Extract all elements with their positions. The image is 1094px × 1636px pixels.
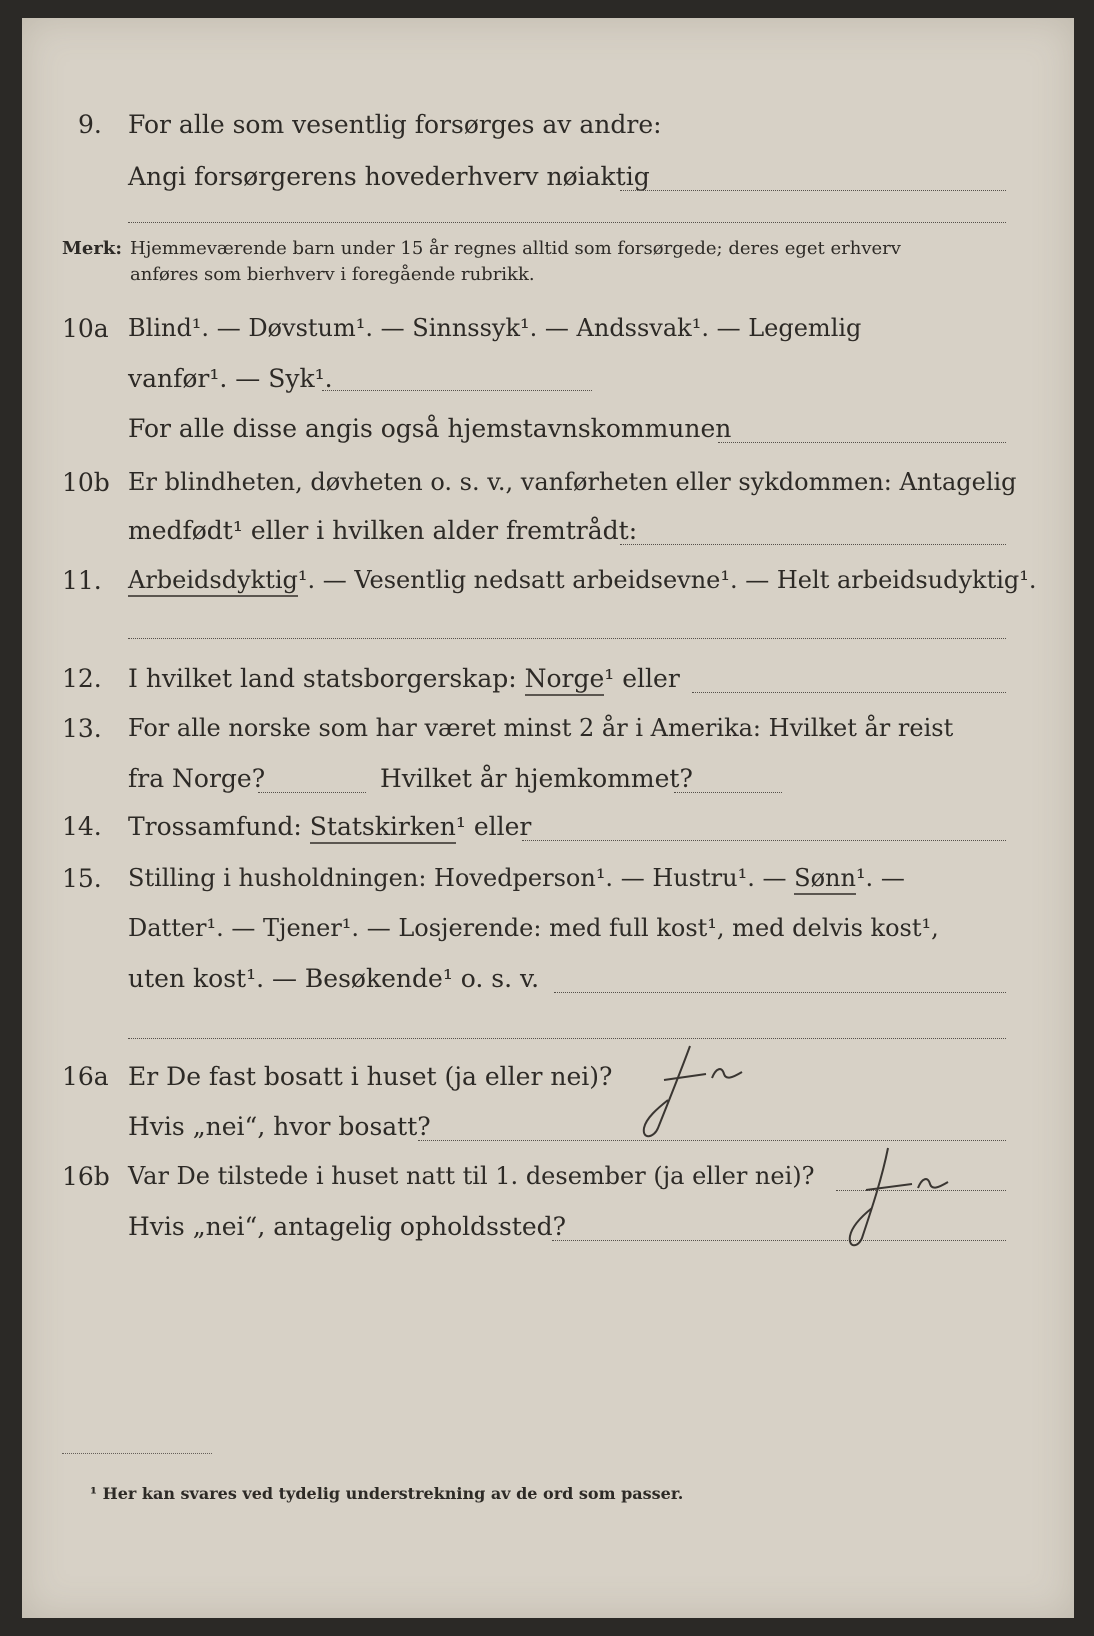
merk-line2: anføres som bierhverv i foregående rubrikk.	[130, 264, 535, 285]
q14-selected-option[interactable]: Statskirken	[310, 812, 456, 844]
q15-selected-option[interactable]: Sønn	[794, 864, 856, 895]
q14-after: ¹ eller	[455, 812, 532, 841]
q10a-number: 10a	[62, 314, 109, 343]
q14-line	[128, 812, 531, 841]
q11-line	[128, 566, 1037, 594]
q10a-line2: vanfør¹. — Syk¹.	[128, 364, 333, 393]
q16a-line2: Hvis „nei“, hvor bosatt?	[128, 1112, 431, 1141]
footnote	[90, 1484, 683, 1503]
q11-rest: ¹. — Vesentlig nedsatt arbeidsevne¹. — Helt arbeidsudyktig¹.	[297, 566, 1037, 594]
q12-line	[128, 664, 680, 693]
q15-answer-line-2[interactable]	[128, 1038, 1006, 1039]
merk-note	[130, 236, 901, 288]
q11-answer-line[interactable]	[128, 638, 1006, 639]
q13-line1: For alle norske som har været minst 2 år i Amerika: Hvilket år reist	[128, 714, 954, 742]
q10a-sick-answer-line[interactable]	[322, 390, 592, 391]
q10b-answer-line[interactable]	[620, 544, 1006, 545]
q9-line1: For alle som vesentlig forsørges av andre:	[128, 110, 662, 139]
q10b-line2: medfødt¹ eller i hvilken alder fremtrådt:	[128, 516, 638, 545]
q12-selected-option[interactable]: Norge	[525, 664, 605, 696]
q15-line3: uten kost¹. — Besøkende¹ o. s. v.	[128, 964, 540, 993]
q16b-line2: Hvis „nei“, antagelig opholdssted?	[128, 1212, 567, 1241]
footnote-mark: ¹	[90, 1484, 98, 1503]
q11-number: 11.	[62, 566, 102, 595]
q10b-number: 10b	[62, 468, 110, 497]
q15-line1a: Stilling i husholdningen: Hovedperson¹. — Hustru¹. —	[128, 864, 787, 892]
q16a-line1: Er De fast bosatt i huset (ja eller nei)?	[128, 1062, 613, 1091]
q15-line1b: ¹. —	[855, 864, 905, 892]
q12-answer-line[interactable]	[692, 692, 1006, 693]
q13-number: 13.	[62, 714, 102, 743]
q9-line2: Angi forsørgerens hovederhverv nøiaktig	[128, 162, 650, 191]
q9-answer-line-2[interactable]	[128, 222, 1006, 223]
q10a-line3: For alle disse angis også hjemstavnskommunen	[128, 414, 732, 443]
q15-number: 15.	[62, 864, 102, 893]
q14-answer-line[interactable]	[522, 840, 1006, 841]
q10a-home-municipality-line[interactable]	[718, 442, 1006, 443]
q12-number: 12.	[62, 664, 102, 693]
q15-answer-line[interactable]	[554, 992, 1006, 993]
q15-line2: Datter¹. — Tjener¹. — Losjerende: med full kost¹, med delvis kost¹,	[128, 914, 939, 942]
q9-number: 9.	[78, 110, 102, 139]
q14-before: Trossamfund:	[128, 812, 302, 841]
q16a-handwritten-answer	[612, 1038, 762, 1148]
q11-selected-option[interactable]: Arbeidsdyktig	[128, 566, 298, 597]
q10a-line1: Blind¹. — Døvstum¹. — Sinnssyk¹. — Andssvak¹. — Legemlig	[128, 314, 862, 342]
q12-after: ¹ eller	[604, 664, 680, 693]
q9-answer-line[interactable]	[620, 190, 1006, 191]
footnote-text: Her kan svares ved tydelig understrekning av de ord som passer.	[102, 1484, 684, 1503]
q13-line2b: Hvilket år hjemkommet?	[380, 764, 693, 793]
q13-line2a: fra Norge?	[128, 764, 266, 793]
q16b-handwritten-answer	[822, 1138, 972, 1258]
q16b-number: 16b	[62, 1162, 110, 1191]
merk-line1: Hjemmeværende barn under 15 år regnes alltid som forsørgede; deres eget erhverv	[130, 238, 901, 259]
footnote-rule	[62, 1453, 212, 1454]
merk-label: Merk:	[62, 238, 122, 259]
q12-before: I hvilket land statsborgerskap:	[128, 664, 517, 693]
q13-year-returned-line[interactable]	[674, 792, 782, 793]
q16a-number: 16a	[62, 1062, 109, 1091]
q16b-line1: Var De tilstede i huset natt til 1. desember (ja eller nei)?	[128, 1162, 815, 1190]
q15-line1	[128, 864, 905, 892]
q14-number: 14.	[62, 812, 102, 841]
q10b-line1: Er blindheten, døvheten o. s. v., vanførheten eller sykdommen: Antagelig	[128, 468, 1017, 496]
q13-year-left-line[interactable]	[258, 792, 366, 793]
census-form-page	[22, 18, 1074, 1618]
